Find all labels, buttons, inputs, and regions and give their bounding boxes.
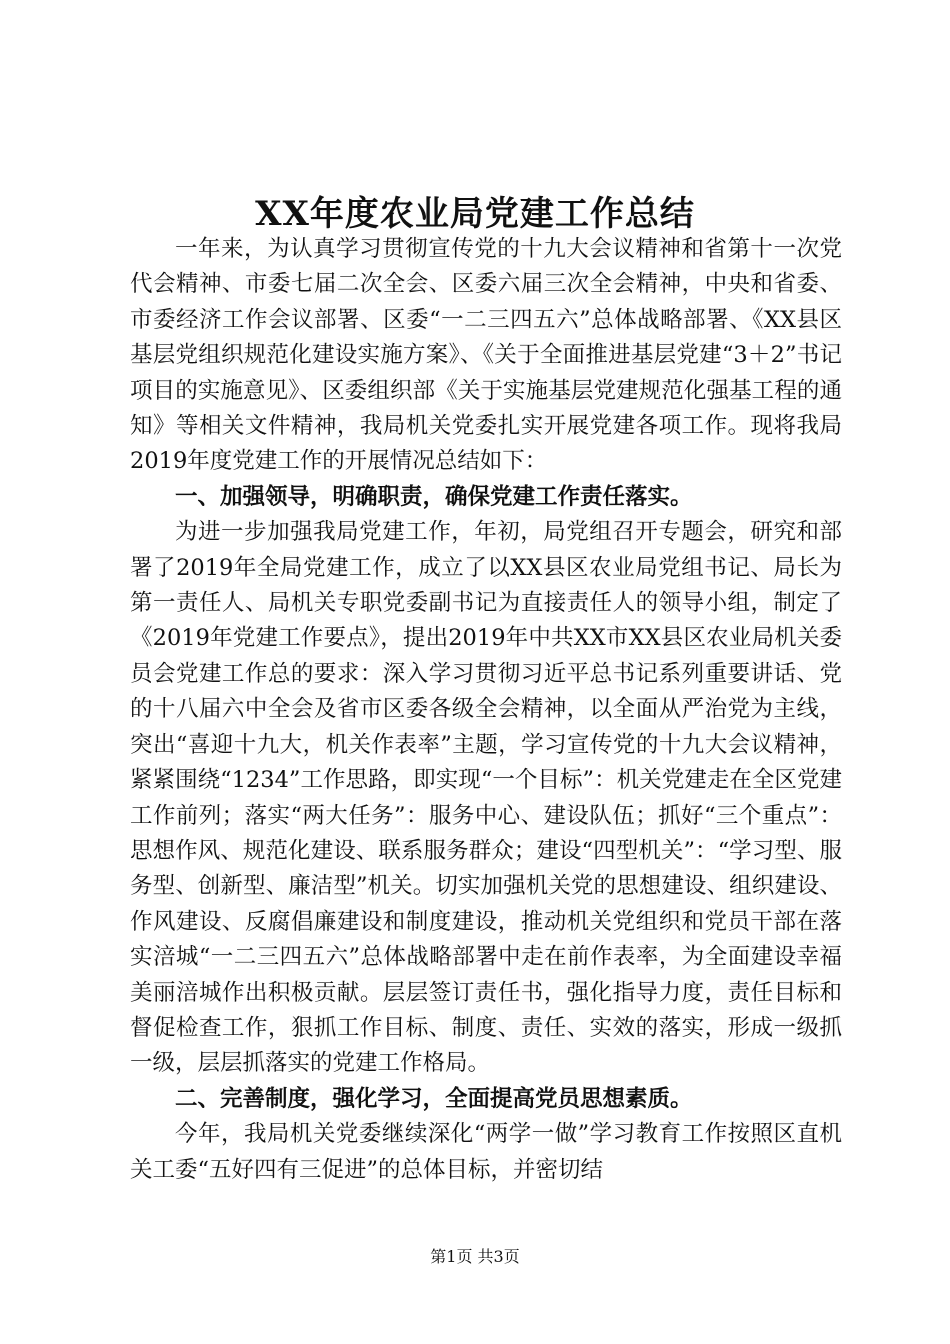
document-body — [130, 232, 842, 1188]
section-2-paragraph: 今年，我局机关党委继续深化“两学一做”学习教育工作按照区直机关工委“五好四有三促进”的总体目标，并密切结 — [130, 1121, 842, 1183]
intro-paragraph: 一年来，为认真学习贯彻宣传党的十九大会议精神和省第十一次党代会精神、市委七届二次全会、区委六届三次全会精神，中央和省委、市委经济工作会议部署、区委“一二三四五六”总体战略部署、《XX县区基层党组织规范化建设实施方案》、《关于全面推进基层党建“3＋2”书记项目的实施意见》、区委组织部《关于实施基层党建规范化强基工程的通知》等相关文件精神，我局机关党委扎实开展党建各项工作。现将我局2019年度党建工作的开展情况总结如下： — [130, 236, 842, 475]
section-heading-2: 二、完善制度，强化学习，全面提高党员思想素质。 — [175, 1085, 693, 1112]
document-title: XX年度农业局党建工作总结 — [255, 194, 695, 234]
page-footer: 第1页 共3页 — [430, 1247, 520, 1266]
section-1-paragraph: 为进一步加强我局党建工作，年初，局党组召开专题会，研究和部署了2019年全局党建工作，成立了以XX县区农业局党组书记、局长为第一责任人、局机关专职党委副书记为直接责任人的领导小组，制定了《2019年党建工作要点》，提出2019年中共XX市XX县区农业局机关委员会党建工作总的要求：深入学习贯彻习近平总书记系列重要讲话、党的十八届六中全会及省市区委各级全会精神，以全面从严治党为主线，突出“喜迎十九大，机关作表率”主题，学习宣传党的十九大会议精神，紧紧围绕“1234”工作思路，即实现“一个目标”：机关党建走在全区党建工作前列；落实“两大任务”：服务中心、建设队伍；抓好“三个重点”：思想作风、规范化建设、联系服务群众；建设“四型机关”：“学习型、服务型、创新型、廉洁型”机关。切实加强机关党的思想建设、组织建设、作风建设、反腐倡廉建设和制度建设，推动机关党组织和党员干部在落实涪城“一二三四五六”总体战略部署中走在前作表率，为全面建设幸福美丽涪城作出积极贡献。层层签订责任书，强化指导力度，责任目标和督促检查工作，狠抓工作目标、制度、责任、实效的落实，形成一级抓一级，层层抓落实的党建工作格局。 — [130, 519, 842, 1077]
section-heading-1: 一、加强领导，明确职责，确保党建工作责任落实。 — [175, 483, 693, 510]
